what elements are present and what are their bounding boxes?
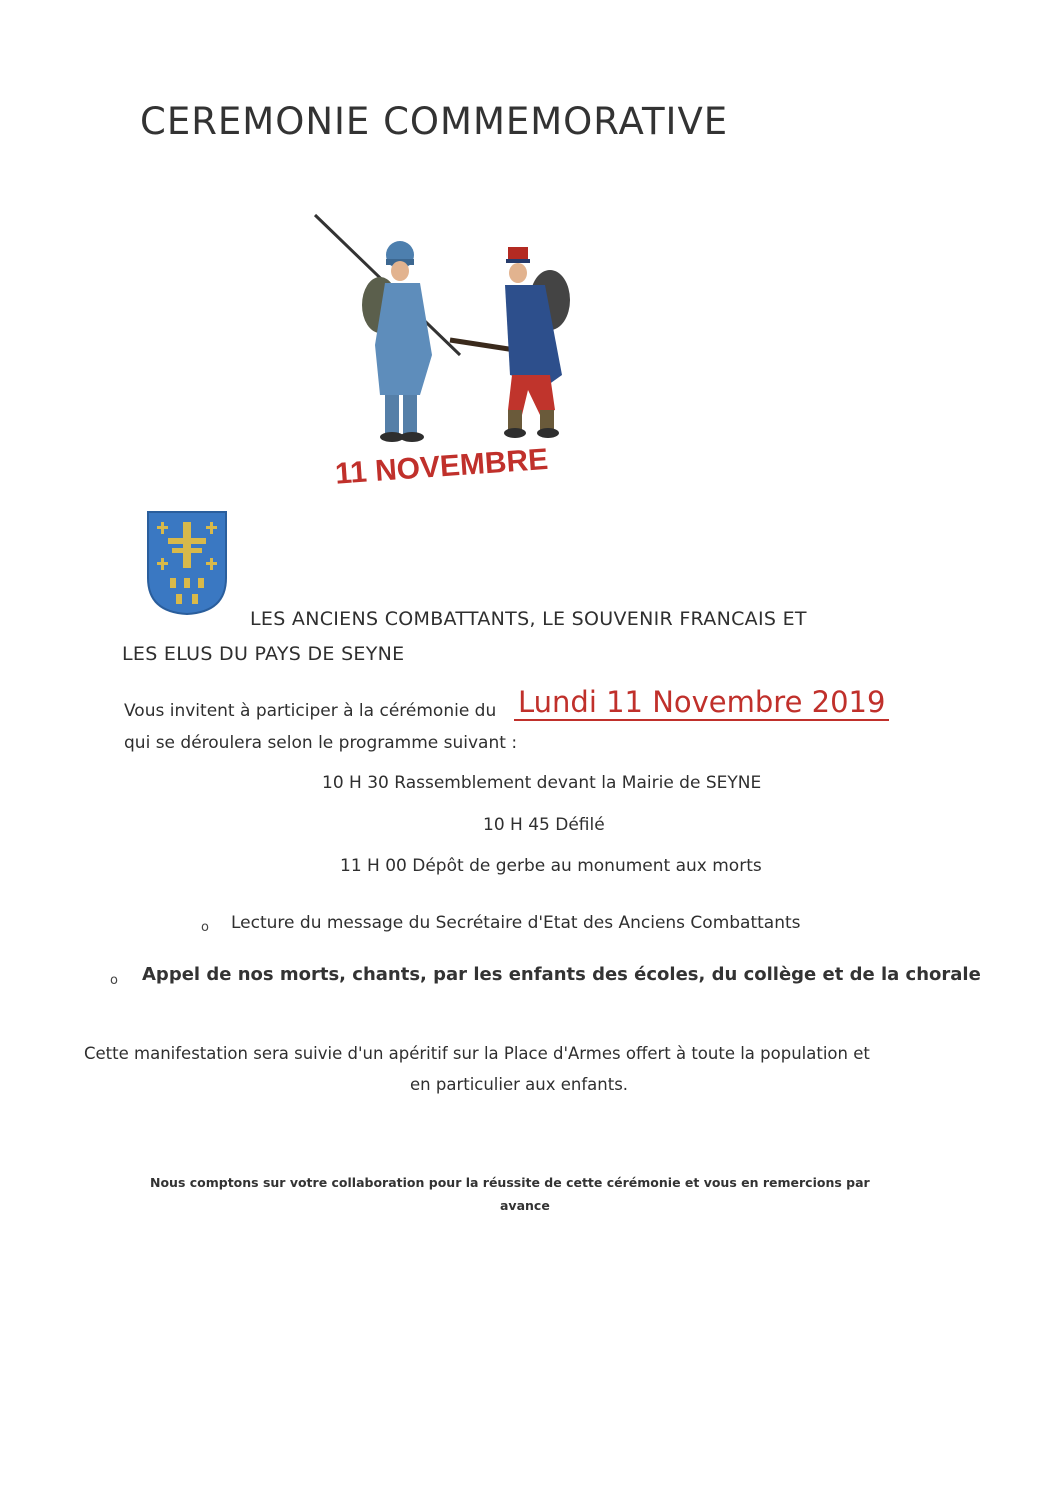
left-soldier-coat <box>375 283 432 395</box>
closing-line-1: Cette manifestation sera suivie d'un apéritif sur la Place d'Armes offert à toute la population et <box>84 1044 870 1063</box>
thanks-line-2: avance <box>500 1198 550 1213</box>
illustration-caption: 11 NOVEMBRE <box>334 442 550 491</box>
programme-item: 10 H 45 Défilé <box>483 815 605 835</box>
right-soldier-trousers <box>508 375 555 415</box>
bullet-item: Lecture du message du Secrétaire d'Etat des Anciens Combattants <box>231 913 801 933</box>
programme-intro: qui se déroulera selon le programme suivant : <box>124 733 518 753</box>
programme-item: 10 H 30 Rassemblement devant la Mairie de SEYNE <box>322 773 762 793</box>
organizers-line-2: LES ELUS DU PAYS DE SEYNE <box>122 643 405 665</box>
bullet-marker: o <box>201 920 209 935</box>
coat-of-arms-icon <box>146 508 230 618</box>
bullet-item: Appel de nos morts, chants, par les enfants des écoles, du collège et de la chorale <box>142 964 981 985</box>
closing-line-2: en particulier aux enfants. <box>410 1075 629 1094</box>
bullet-marker: o <box>110 973 118 988</box>
right-soldier-kepi <box>508 247 528 261</box>
soldiers-illustration <box>300 205 620 505</box>
page-title: CEREMONIE COMMEMORATIVE <box>140 100 729 143</box>
invitation-text: Vous invitent à participer à la cérémonie du <box>124 701 497 721</box>
organizers-line-1: LES ANCIENS COMBATTANTS, LE SOUVENIR FRANCAIS ET <box>250 608 807 630</box>
ceremony-date: Lundi 11 Novembre 2019 <box>514 685 889 721</box>
programme-item: 11 H 00 Dépôt de gerbe au monument aux morts <box>340 856 762 876</box>
rifle-right <box>450 340 515 350</box>
thanks-line-1: Nous comptons sur votre collaboration pour la réussite de cette cérémonie et vous en remercions par <box>150 1175 870 1190</box>
